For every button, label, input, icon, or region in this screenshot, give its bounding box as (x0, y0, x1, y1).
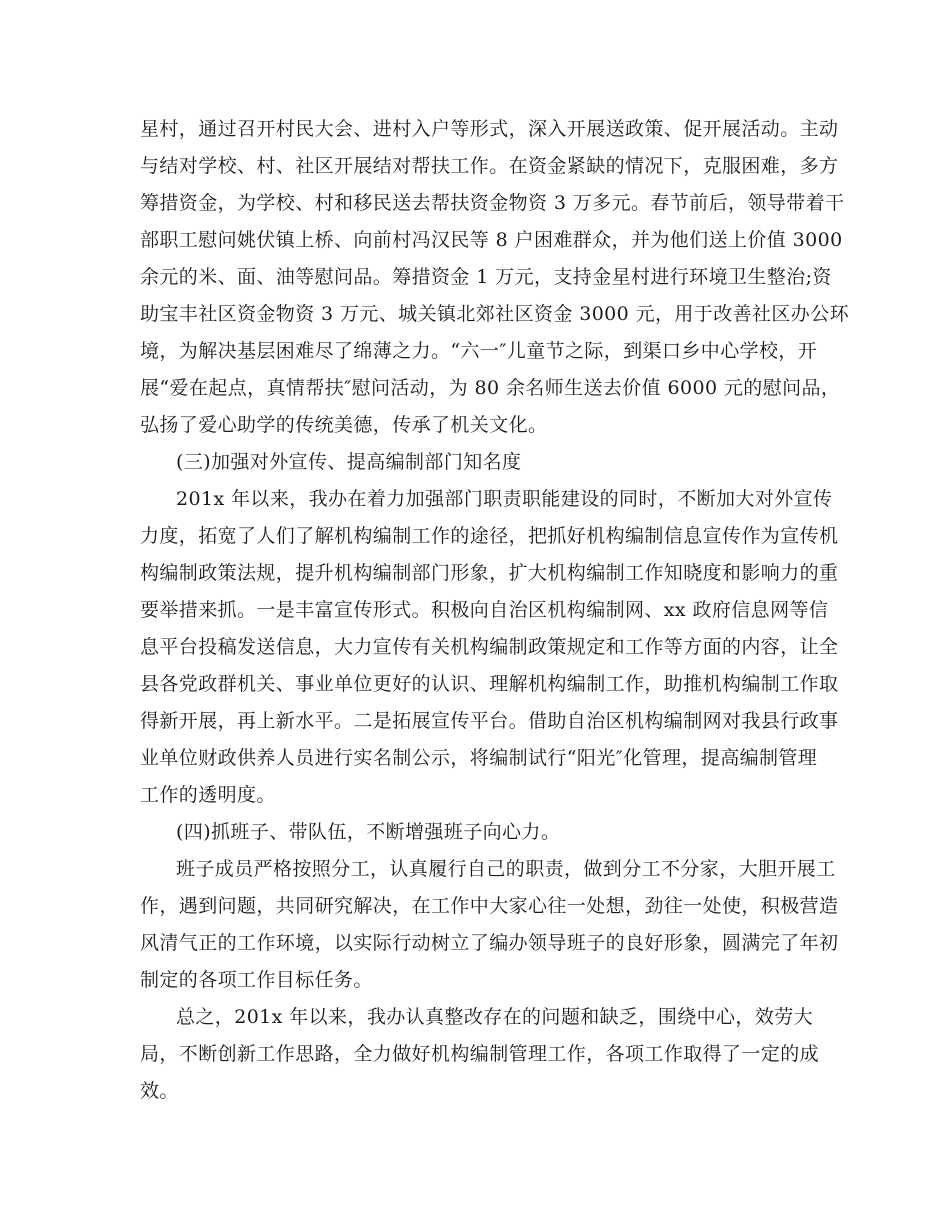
text-line: 效。 (140, 1080, 179, 1102)
text-line: 息平台投稿发送信息，大力宣传有关机构编制政策规定和工作等方面的内容，让全 (140, 636, 839, 658)
text-line: 得新开展，再上新水平。二是拓展宣传平台。借助自治区机构编制网对我县行政事 (140, 710, 839, 732)
text-line: 业单位财政供养人员进行实名制公示，将编制试行“阳光″化管理，提高编制管理 (140, 747, 818, 769)
text-line: 201x 年以来，我办在着力加强部门职责职能建设的同时，不断加大对外宣传 (176, 488, 833, 510)
section-heading: (四)抓班子、带队伍，不断增强班子向心力。 (176, 821, 561, 843)
text-line: 要举措来抓。一是丰富宣传形式。积极向自治区机构编制网、xx 政府信息网等信 (140, 599, 829, 621)
text-line: 筹措资金，为学校、村和移民送去帮扶资金物资 3 万多元。春节前后，领导带着干 (140, 192, 845, 214)
text-line: 弘扬了爱心助学的传统美德，传承了机关文化。 (140, 414, 548, 436)
text-line: 班子成员严格按照分工，认真履行自己的职责，做到分工不分家，大胆开展工 (176, 858, 836, 880)
text-line: 作，遇到问题，共同研究解决，在工作中大家心往一处想，劲往一处使，积极营造 (140, 895, 839, 917)
text-line: 与结对学校、村、社区开展结对帮扶工作。在资金紧缺的情况下，克服困难，多方 (140, 155, 839, 177)
section-heading: (三)加强对外宣传、提高编制部门知名度 (176, 451, 522, 473)
text-line: 星村，通过召开村民大会、进村入户等形式，深入开展送政策、促开展活动。主动 (140, 118, 839, 140)
text-line: 县各党政群机关、事业单位更好的认识、理解机构编制工作，助推机构编制工作取 (140, 673, 839, 695)
text-line: 总之，201x 年以来，我办认真整改存在的问题和缺乏，围绕中心，效劳大 (176, 1006, 814, 1028)
text-line: 助宝丰社区资金物资 3 万元、城关镇北郊社区资金 3000 元，用于改善社区办公环 (140, 303, 850, 325)
text-line: 风清气正的工作环境，以实际行动树立了编办领导班子的良好形象，圆满完了年初 (140, 932, 839, 954)
text-line: 境，为解决基层困难尽了绵薄之力。“六一″儿童节之际，到渠口乡中心学校，开 (140, 340, 818, 362)
text-line: 部职工慰问姚伏镇上桥、向前村冯汉民等 8 户困难群众，并为他们送上价值 3000 (140, 229, 843, 251)
text-line: 构编制政策法规，提升机构编制部门形象，扩大机构编制工作知晓度和影响力的重 (140, 562, 839, 584)
text-line: 余元的米、面、油等慰问品。筹措资金 1 万元，支持金星村进行环境卫生整治;资 (140, 266, 832, 288)
text-line: 工作的透明度。 (140, 784, 276, 806)
text-line: 局，不断创新工作思路，全力做好机构编制管理工作，各项工作取得了一定的成 (140, 1043, 820, 1065)
text-line: 展“爱在起点，真情帮扶″慰问活动，为 80 余名师生送去价值 6000 元的慰问品， (140, 377, 841, 399)
text-line: 力度，拓宽了人们了解机构编制工作的途径，把抓好机构编制信息宣传作为宣传机 (140, 525, 839, 547)
text-line: 制定的各项工作目标任务。 (140, 969, 373, 991)
